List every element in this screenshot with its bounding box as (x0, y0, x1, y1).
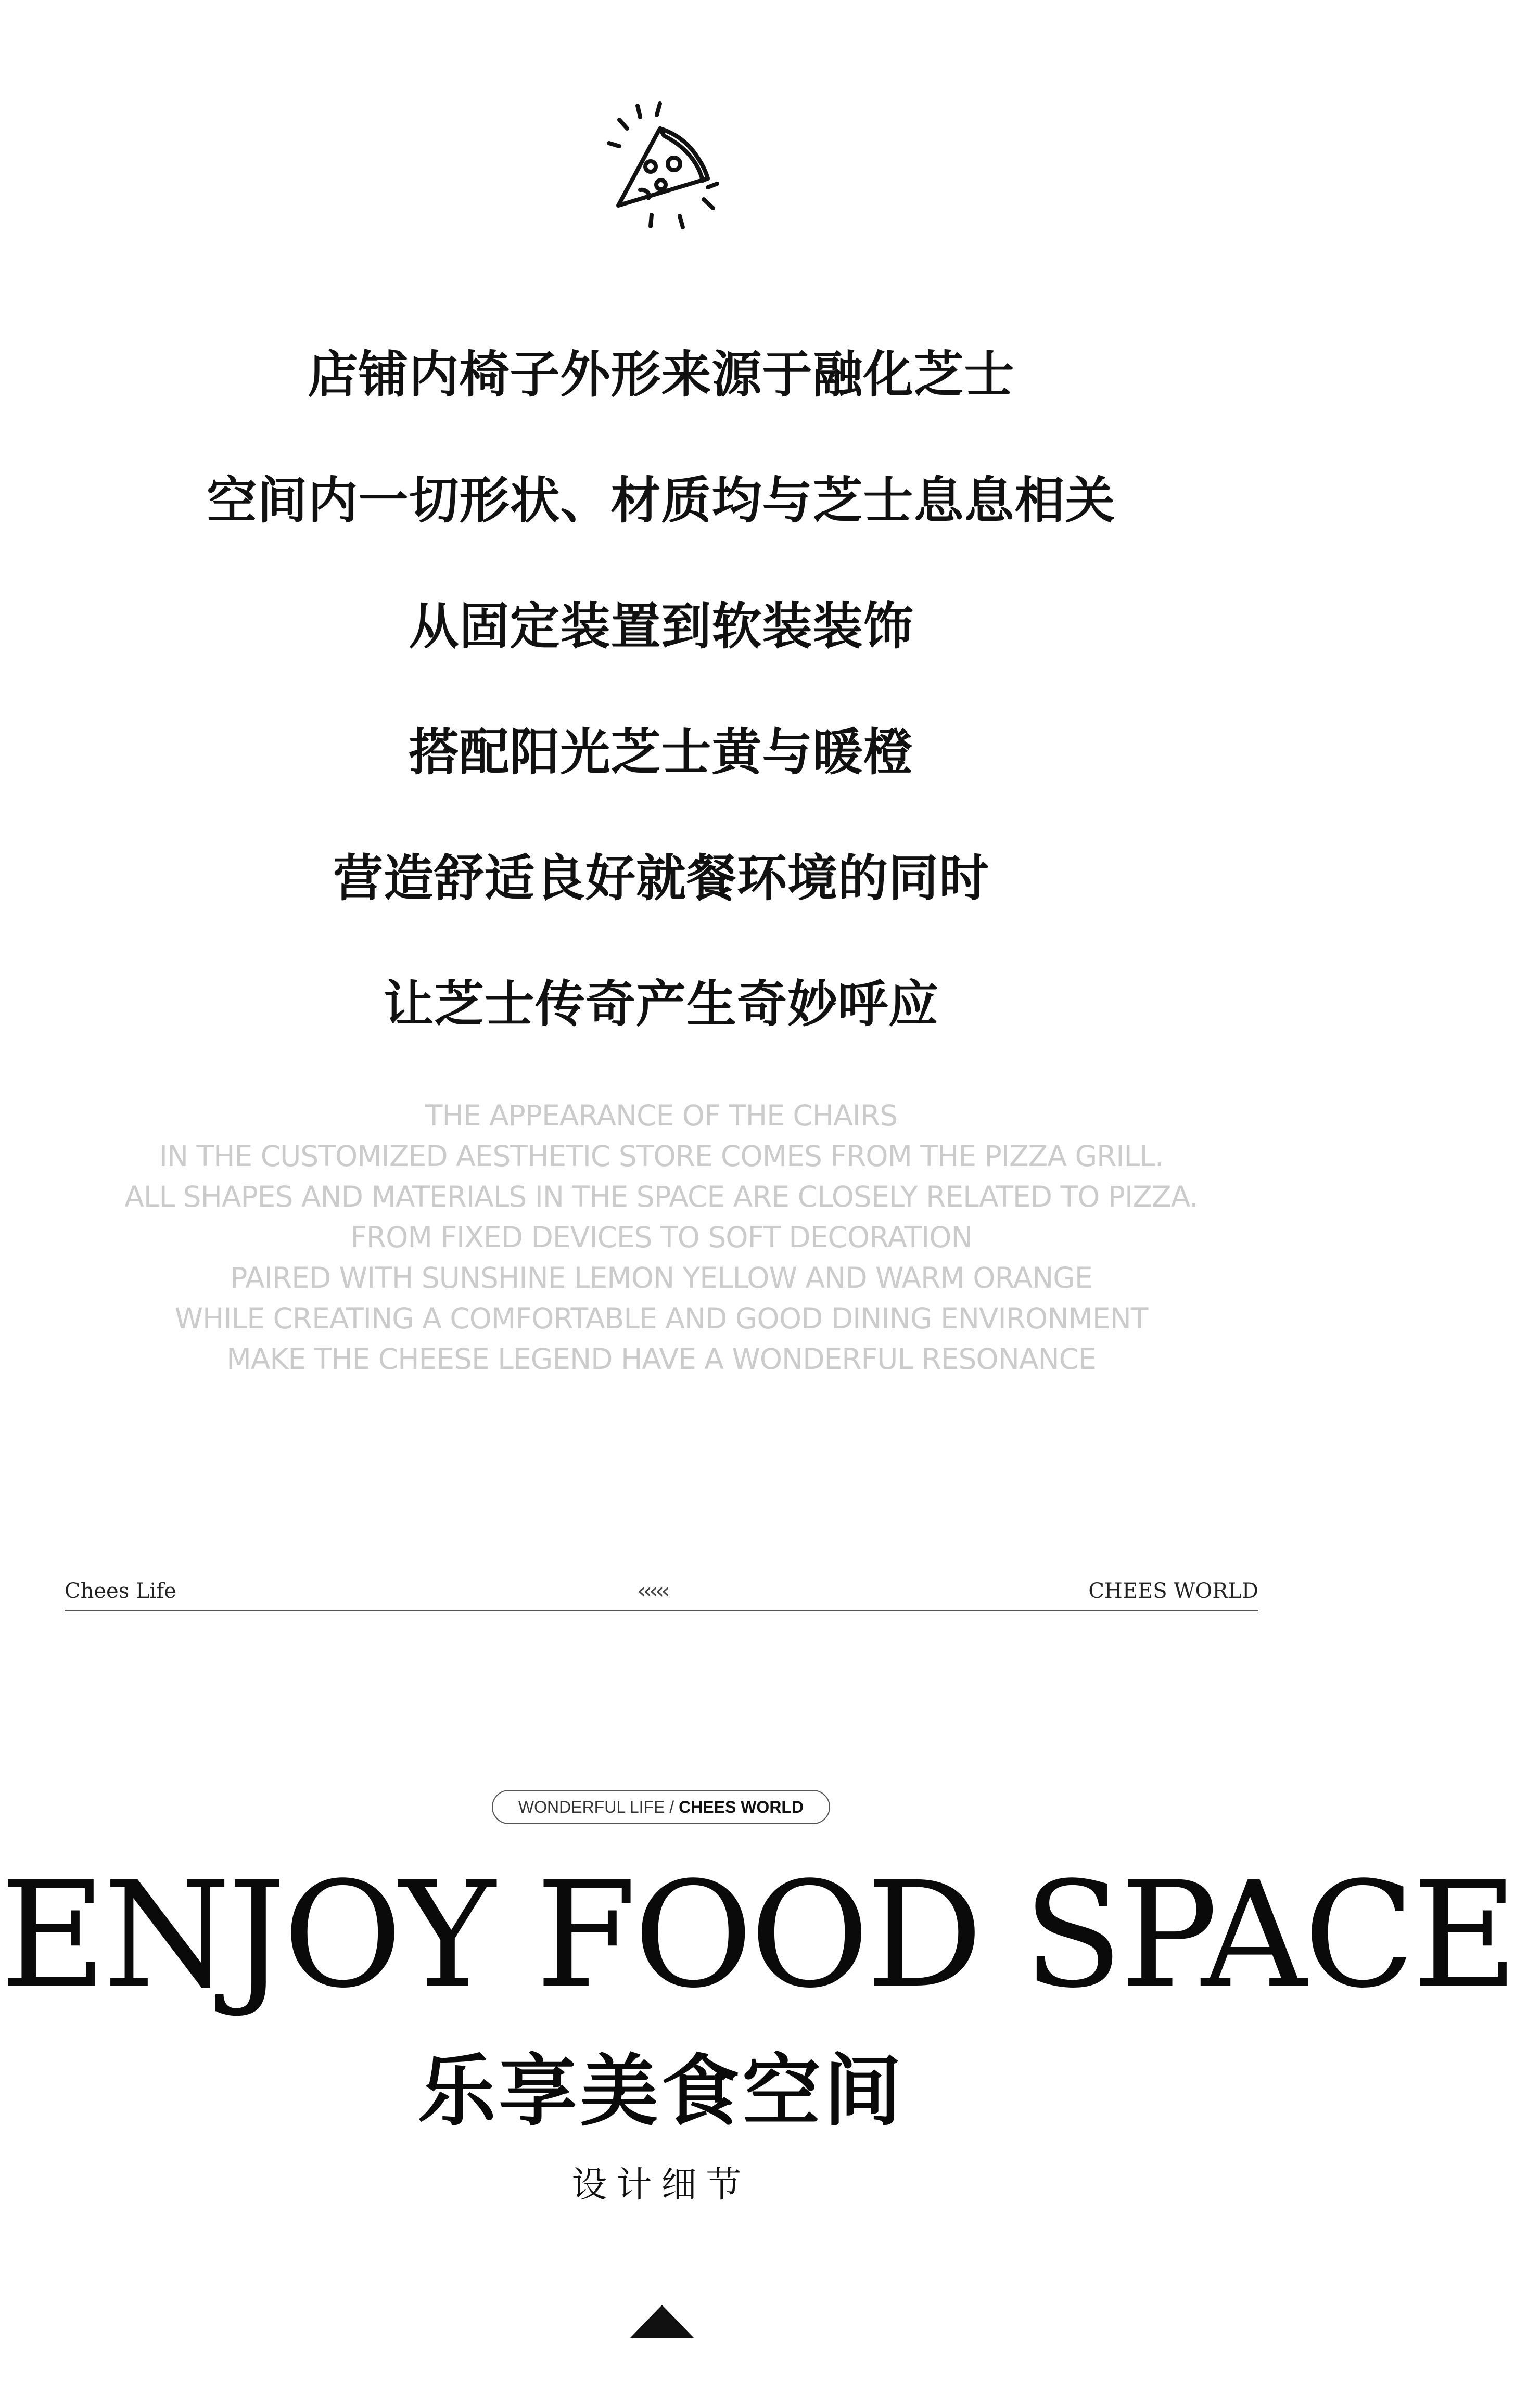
pill-light-text: WONDERFUL LIFE / (518, 1798, 679, 1816)
pill-bold-text: CHEES WORLD (679, 1798, 804, 1816)
english-description (0, 1095, 1322, 1379)
english-line-4: FROM FIXED DEVICES TO SOFT DECORATION (350, 1221, 972, 1254)
english-line-1: THE APPEARANCE OF THE CHAIRS (425, 1099, 898, 1132)
english-line-7: MAKE THE CHEESE LEGEND HAVE A WONDERFUL RESONANCE (226, 1342, 1096, 1376)
chinese-line-1: 店铺内椅子外形来源于融化芝士 (308, 345, 1015, 404)
chinese-line-3: 从固定装置到软装装饰 (409, 597, 914, 656)
tagline-pill (492, 1790, 830, 1824)
section-divider (65, 1577, 1258, 1613)
divider-left-label: Chees Life (65, 1579, 176, 1603)
divider-line (65, 1610, 1258, 1611)
subtitle-chinese: 设计细节 (571, 2164, 751, 2206)
english-line-2: IN THE CUSTOMIZED AESTHETIC STORE COMES FROM THE PIZZA GRILL. (159, 1139, 1164, 1173)
english-line-5: PAIRED WITH SUNSHINE LEMON YELLOW AND WARM ORANGE (230, 1261, 1092, 1295)
chevrons-left-icon: ‹‹‹‹‹ (637, 1578, 667, 1604)
headline: ENJOY FOOD SPACE (0, 1851, 1515, 2020)
chinese-line-4: 搭配阳光芝士黄与暖橙 (409, 723, 914, 782)
chinese-line-2: 空间内一切形状、材质均与芝士息息相关 (207, 471, 1116, 530)
triangle-up-icon (630, 2305, 694, 2338)
english-line-6: WHILE CREATING A COMFORTABLE AND GOOD DINING ENVIRONMENT (174, 1302, 1148, 1335)
chinese-description (0, 343, 1322, 1099)
headline-chinese: 乐享美食空间 (417, 2046, 905, 2137)
pizza-slice-icon (599, 96, 729, 232)
divider-right-label: CHEES WORLD (1088, 1579, 1258, 1603)
english-line-3: ALL SHAPES AND MATERIALS IN THE SPACE ARE CLOSELY RELATED TO PIZZA. (124, 1180, 1198, 1213)
chinese-line-5: 营造舒适良好就餐环境的同时 (333, 849, 989, 907)
chinese-line-6: 让芝士传奇产生奇妙呼应 (384, 975, 939, 1033)
